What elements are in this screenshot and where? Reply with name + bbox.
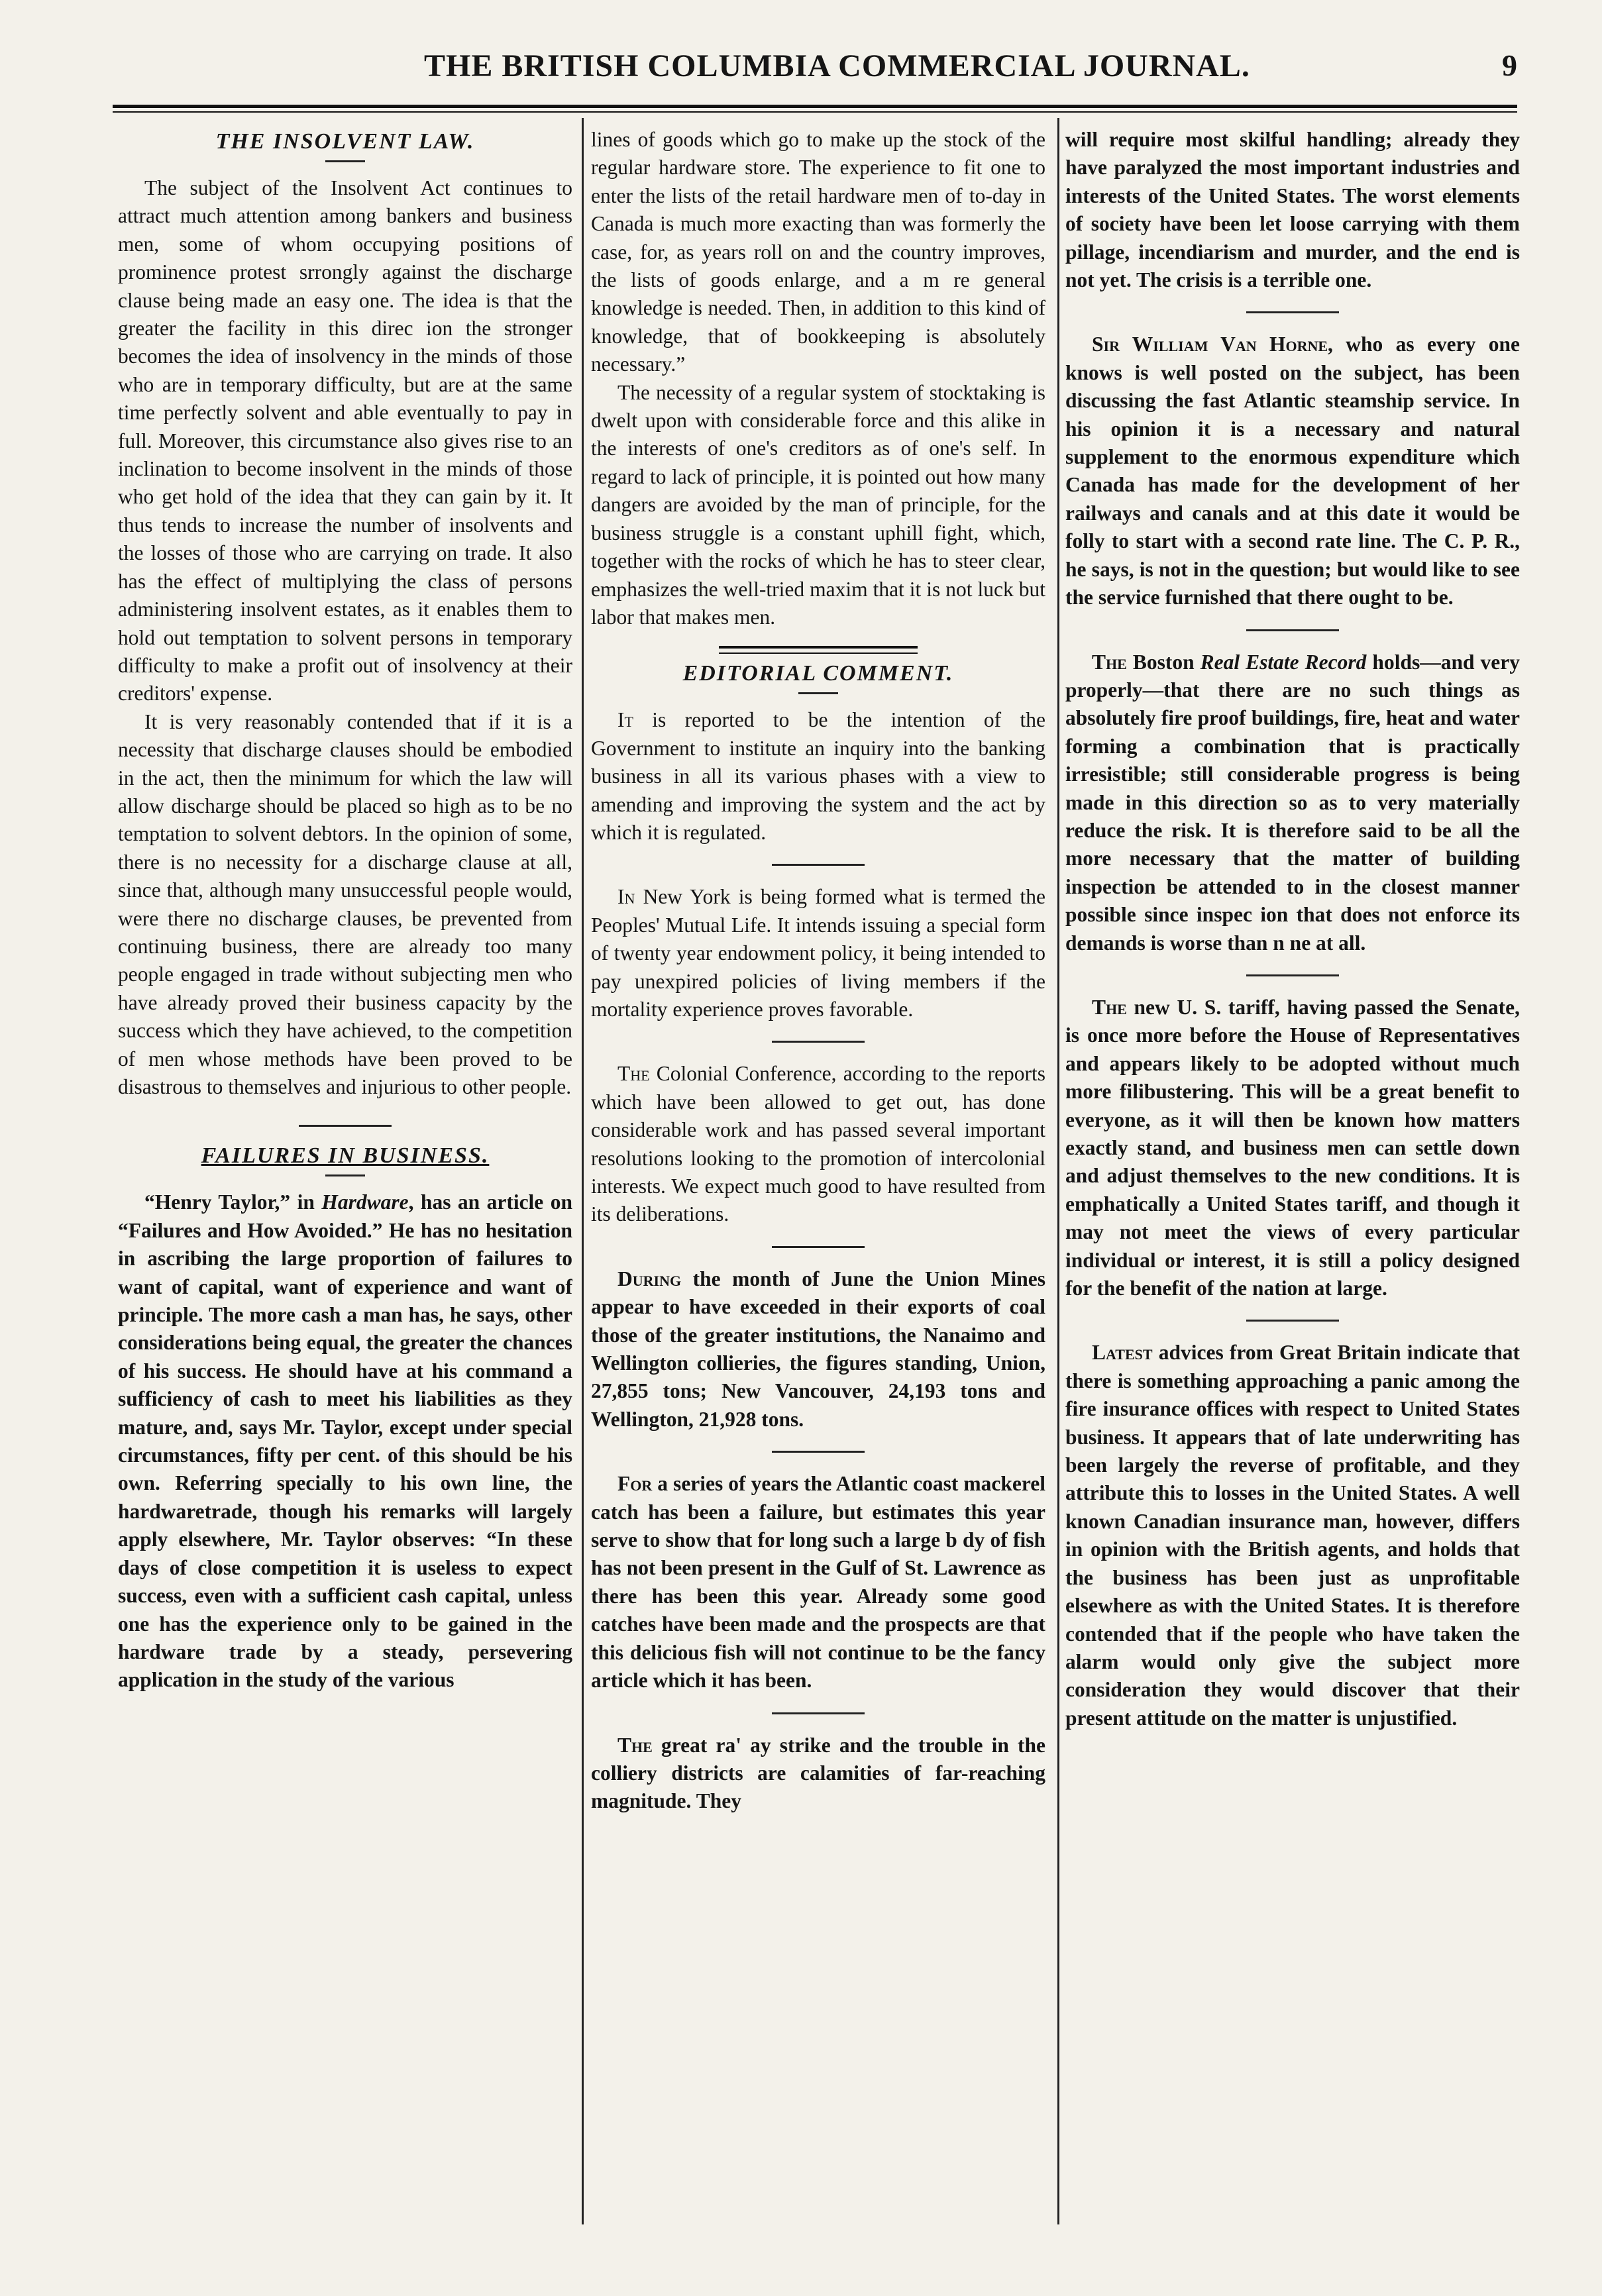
text-run: is reported to be the intention of the Government to institute an inquiry into the banking business in all its various phases with a view to amending and improving the system and the act by which it is regulated. — [591, 708, 1045, 844]
paragraph — [118, 1188, 572, 1694]
section-rule — [299, 1125, 392, 1127]
column-1 — [118, 126, 572, 2226]
text-run: a series of years the Atlantic coast mackerel catch has been a failure, but estimates this year serve to show that for long such a large b dy of fish has not been present in the Gulf of St. Lawrence as there has been this year. Already some good catches have been made and the prospects are that this delicious fish will not continue to be the fancy article which it has been. — [591, 1472, 1045, 1693]
text-run: Colonial Conference, according to the reports which have been allowed to get out, has done considerable work and has passed several important resolutions looking to the promotion of intercolonial interests. We expect much good to have resulted from its deliberations. — [591, 1062, 1045, 1226]
publication-title: Hardware — [321, 1190, 409, 1214]
item-rule — [772, 1246, 865, 1248]
editorial-item — [591, 1732, 1045, 1816]
paragraph: The subject of the Insolvent Act continues to attract much attention among bankers and business men, some of whom occupying positions of prominence protest srrongly against the discharge clause being made an easy one. The idea is that the greater the facility in this direc ion the stronger becomes the idea of insolvency in the minds of those who are in temporary difficulty, but are at the same time perfectly solvent and able eventually to pay in full. Moreover, this circumstance also gives rise to an inclination to become insolvent in the minds of those who get hold of the idea that they can gain by it. It thus tends to increase the number of insolvents and the losses of those who are carrying on trade. It also has the effect of multiplying the class of persons administering insolvent estates, as it enables them to hold out temptation to solvent persons in temporary difficulty to make a profit out of insolvency at their creditors' expense. — [118, 176, 572, 705]
lead-word: For — [617, 1472, 653, 1496]
text-run: new U. S. tariff, having passed the Senate, is once more before the House of Representatives and appears likely to be adopted without much more filibustering. This will be a great benefit to everyone, as it will then be known how matters exactly stand, and business men can settle down and adjust themselves to the new conditions. It is emphatically a United States tariff, and though it may not meet the views of every particular individual or interest, it is still a policy designed for the benefit of the nation at large. — [1065, 995, 1520, 1300]
column-divider-2 — [1057, 118, 1059, 2224]
editorial-item — [591, 883, 1045, 1023]
item-rule — [1246, 974, 1339, 976]
journal-title: THE BRITISH COLUMBIA COMMERCIAL JOURNAL. — [424, 48, 1250, 83]
lead-word: The — [617, 1733, 653, 1757]
editorial-item — [1065, 649, 1520, 957]
header-rule — [113, 105, 1517, 113]
text-run: holds—and very properly—that there are no such things as absolutely fire proof buildings, fire, heat and water forming a combination that is practically irresistible; still considerable progress is being made in this direction so as to very materially reduce the risk. It is therefore said to be all the more necessary that the matter of building inspection be attended to in the closest manner possible since inspec ion that does not enforce its demands is worse than n ne at all. — [1065, 650, 1520, 955]
text-run: advices from Great Britain indicate that there is something approaching a panic among the fire insurance offices with respect to United States business. It appears that of late underwriting has been largely the reverse of profitable, and they attribute this to losses in the United States. A well known Canadian insurance man, however, differs in opinion with the British agents, and holds that the business has been just as unprofitable elsewhere as with the United States. It is therefore contended that if the people who have taken the alarm would only give the subject more consideration they would discover that their present attitude on the matter is unjustified. — [1065, 1341, 1520, 1730]
paragraph: will require most skilful handling; already they have paralyzed the most important industries and interests of the United States. The worst elements of society have been let loose carrying with them pillage, incendiarism and murder, and the end is not yet. The crisis is a terrible one. — [1065, 128, 1520, 292]
column-2 — [591, 126, 1045, 2226]
item-rule — [772, 1041, 865, 1043]
item-rule — [772, 864, 865, 866]
heading-insolvent-law: THE INSOLVENT LAW. — [215, 129, 475, 154]
dash-rule — [325, 1174, 365, 1176]
paragraph: It is very reasonably contended that if it is a necessity that discharge clauses should be embodied in the act, then the minimum for which the law will allow discharge should be placed so high as to be no temptation to solvent debtors. In the opinion of some, there is no necessity for a discharge clause at all, since that, although many unsuccessful people would, were there no discharge clauses, be prevented from continuing business, there are already too many people engaged in trade without subjecting men who have already proved their business capacity by the success which they have achieved, to the competition of men whose methods have been proved to be disastrous to themselves and injurious to other people. — [118, 709, 572, 1098]
masthead — [113, 48, 1517, 87]
editorial-item — [1065, 1339, 1520, 1732]
text-run: “Henry Taylor,” in — [144, 1190, 322, 1214]
item-rule — [772, 1451, 865, 1453]
text-run: New York is being formed what is termed the Peoples' Mutual Life. It intends issuing a special form of twenty year endowment policy, it being intended to pay unexpired policies of living members if the mortality experience proves favorable. — [591, 885, 1045, 1021]
text-run: the month of June the Union Mines appear to have exceeded in their exports of coal those of the greater institutions, the Nanaimo and Wellington collieries, the figures standing, Union, 27,855 tons; New Vancouver, 24,193 tons and Wellington, 21,928 tons. — [591, 1267, 1045, 1431]
text-run: , has an article on “Failures and How Avoided.” He has no hesitation in ascribing the large proportion of failures to want of capital, want of experience and want of principle. The more cash a man has, he says, other considerations being equal, the greater the chances of his success. He should have at his command a sufficiency of cash to meet his liabilities as they mature, and, says Mr. Taylor, except under special circumstances, fifty per cent. of this should be his own. Referring specially to his own line, the hardwaretrade, though his remarks will largely apply elsewhere, Mr. Taylor observes: “In these days of close competition it is useless to expect success, even with a sufficient cash capital, unless one has the experience only to be gained in the hardware trade by a steady, persevering application in the study of the various — [118, 1190, 572, 1692]
heading-editorial-comment: EDITORIAL COMMENT. — [682, 661, 954, 686]
lead-word: The — [617, 1062, 650, 1086]
heading-failures-in-business: FAILURES IN BUSINESS. — [201, 1143, 490, 1169]
editorial-item — [591, 1265, 1045, 1434]
dash-rule — [325, 160, 365, 162]
paragraph: lines of goods which go to make up the stock of the regular hardware store. The experience to fit one to enter the lists of the retail hardware men of to-day in Canada is much more exacting than was formerly the case, for, as years roll on and the country improves, the lists of goods enlarge, and a m re general knowledge is needed. Then, in addition to this kind of knowledge, that of bookkeeping is absolutely necessary.” — [591, 128, 1045, 376]
item-rule — [772, 1712, 865, 1714]
page-number: 9 — [1502, 48, 1517, 82]
paragraph: The necessity of a regular system of stocktaking is dwelt upon with considerable force and this alike in the interests of one's creditors as of one's self. In regard to lack of principle, it is pointed out how many dangers are avoided by the man of principle, for the business struggle is a constant uphill fight, which, together with the rocks of which he has to steer clear, emphasizes the well-tried maxim that it is not luck but labor that makes men. — [591, 380, 1045, 629]
item-rule — [1246, 311, 1339, 313]
text-run: great ra' ay strike and the trouble in the colliery districts are calamities of far-reaching magnitude. They — [591, 1733, 1045, 1813]
item-rule — [1246, 1320, 1339, 1322]
editorial-item — [591, 706, 1045, 847]
publication-title: Real Estate Record — [1200, 650, 1367, 674]
double-rule — [719, 646, 918, 654]
column-3 — [1065, 126, 1520, 2226]
lead-word: In — [617, 885, 635, 909]
text-run: who as every one knows is well posted on the subject, has been discussing the fast Atlantic steamship service. In his opinion it is a necessary and natural supplement to the enormous expenditure which Canada has made for the development of her railways and canals and at this date it would be folly to start with a second rate line. The C. P. R., he says, is not in the question; but would like to see the service furnished that there ought to be. — [1065, 333, 1520, 609]
lead-word: During — [617, 1267, 682, 1290]
item-rule — [1246, 629, 1339, 631]
editorial-item — [591, 1470, 1045, 1695]
text-run: Boston — [1126, 650, 1201, 674]
lead-word: The — [1092, 650, 1127, 674]
dash-rule — [798, 692, 838, 694]
lead-word: Latest — [1092, 1341, 1153, 1365]
lead-word: It — [617, 708, 633, 732]
editorial-item — [1065, 994, 1520, 1302]
editorial-item — [591, 1060, 1045, 1228]
lead-word: The — [1092, 995, 1127, 1019]
column-divider-1 — [582, 118, 584, 2224]
lead-word: Sir William Van Horne, — [1092, 333, 1333, 356]
editorial-item — [1065, 331, 1520, 611]
